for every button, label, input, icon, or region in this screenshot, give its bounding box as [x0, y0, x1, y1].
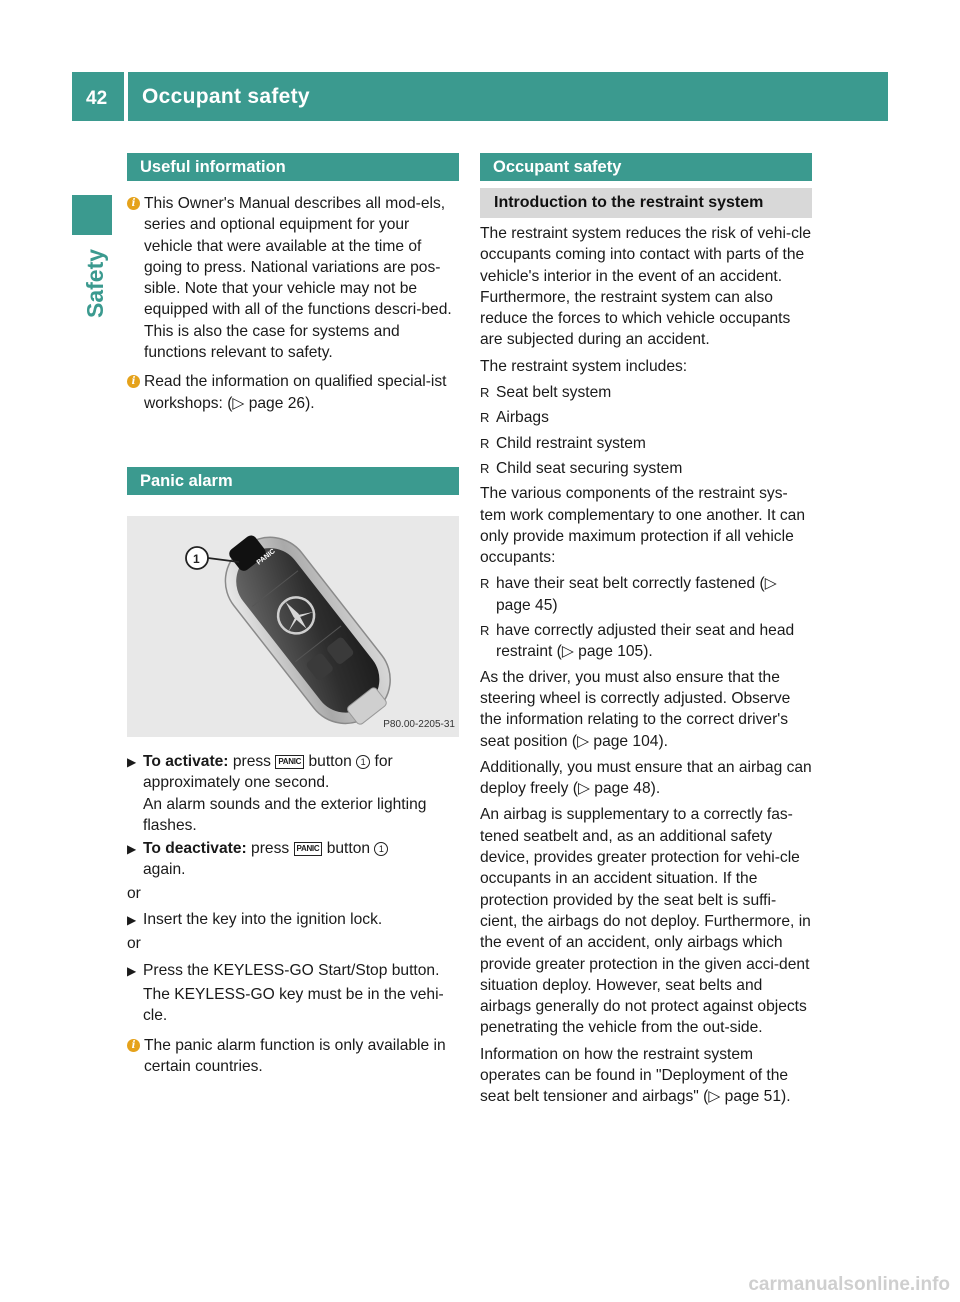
right-column — [480, 153, 812, 1113]
step-arrow-icon: ▶ — [127, 913, 137, 928]
list-item: R Child restraint system — [480, 434, 646, 452]
callout-1-icon: 1 — [356, 755, 370, 769]
site-watermark: carmanualsonline.info — [748, 1274, 950, 1295]
occupants-list — [480, 573, 812, 662]
callout-1-icon: 1 — [374, 842, 388, 856]
step-note: The KEYLESS-GO key must be in the vehi-cle. — [143, 985, 444, 1025]
useful-info-heading: Useful information — [127, 153, 459, 181]
list-item: R have their seat belt correctly fastened (▷ page 45) — [480, 575, 777, 614]
step-label: To deactivate: — [143, 840, 247, 858]
step-text: Insert the key into the ignition lock. — [143, 911, 383, 929]
body-paragraph: The restraint system includes: — [480, 357, 688, 375]
bullet-check-icon: R — [480, 623, 490, 639]
body-paragraph: Information on how the restraint system operates can be found in "Deployment of the seat belt tensioner and airbags" (▷ page 51). — [480, 1045, 791, 1106]
step-result: An alarm sounds and the exterior lighting flashes. — [143, 795, 427, 834]
restraint-intro-heading: Introduction to the restraint system — [480, 188, 812, 218]
figure-reference: P80.00-2205-31 — [383, 718, 455, 730]
step-text: again. — [143, 861, 186, 879]
panic-key-label: PANIC — [255, 547, 277, 567]
list-item: R Airbags — [480, 409, 549, 427]
left-column — [127, 153, 459, 1085]
panic-button-symbol: PANIC — [275, 755, 304, 769]
step-text: button — [308, 752, 352, 770]
callout-1-number: 1 — [193, 551, 200, 566]
side-section-label: Safety — [82, 248, 108, 318]
page-title: Occupant safety — [142, 85, 310, 108]
body-paragraph: The restraint system reduces the risk of vehi-cle occupants coming into contact with parts of the vehicle's interior in the event of an accident. Furthermore, the restraint system can also reduce the forces to which vehicle occupants are subjected during an accident. — [480, 225, 812, 349]
mercedes-key-illustration — [127, 516, 459, 737]
step-arrow-icon: ▶ — [127, 963, 137, 978]
list-item: R Child seat securing system — [480, 459, 683, 477]
info-icon: i — [127, 375, 140, 388]
includes-list — [480, 382, 812, 479]
page-number: 42 — [86, 88, 108, 109]
body-paragraph: As the driver, you must also ensure that the steering wheel is correctly adjusted. Observe the information relating to the correct driver's seat position (▷ page 104). — [480, 668, 791, 750]
key-figure — [127, 516, 459, 737]
page-header — [72, 72, 888, 121]
step-arrow-icon: ▶ — [127, 842, 137, 857]
bullet-check-icon: R — [480, 576, 490, 592]
info-icon: i — [127, 197, 140, 210]
instruction-step — [127, 751, 459, 836]
list-item: R have correctly adjusted their seat and head restraint (▷ page 105). — [480, 622, 795, 661]
info-text: The panic alarm function is only available in certain countries. — [144, 1036, 446, 1075]
info-note — [127, 371, 459, 414]
bullet-check-icon: R — [480, 435, 490, 451]
step-text: press — [232, 752, 271, 770]
info-icon: i — [127, 1039, 140, 1052]
info-text: This Owner's Manual describes all mod-els, series and optional equipment for your vehicle that were available at the time of going to press. National variations are pos-sible. Note that your vehicle may not be equipped with all of the functions descri-bed. This is also the case for systems and functions relevant to safety. — [144, 195, 452, 362]
side-tab-marker — [72, 195, 112, 235]
step-text: press — [251, 840, 290, 858]
bullet-check-icon: R — [480, 460, 490, 476]
body-paragraph: The various components of the restraint sys-tem work complementary to one another. It can only provide maximum protection if all vehicle occupants: — [480, 485, 806, 567]
step-text: button — [326, 840, 371, 858]
panic-button-symbol: PANIC — [294, 842, 323, 856]
step-label: To activate: — [143, 752, 229, 770]
panic-alarm-heading: Panic alarm — [127, 467, 459, 495]
body-paragraph: An airbag is supplementary to a correctly fas-tened seatbelt and, as an additional safety device, provides greater protection for vehi-cle occupants in an accident situation. If the protection provided by the seat belt is suffi-cient, the airbags do not deploy. Furthermore, in the event of an accident, only airbags which provide greater protection in the given acci-dent situation deploy. However, seat belts and airbags generally do not protect against objects penetrating the vehicle from the out-side. — [480, 806, 811, 1037]
occupant-safety-heading: Occupant safety — [480, 153, 812, 181]
info-text: Read the information on qualified special-ist workshops: (▷ page 26). — [144, 373, 447, 412]
list-item: R Seat belt system — [480, 384, 612, 402]
header-divider — [124, 72, 128, 121]
step-text: for approximately one second. — [143, 752, 393, 792]
instruction-step — [127, 909, 459, 931]
info-note — [127, 1035, 459, 1078]
step-arrow-icon: ▶ — [127, 754, 137, 769]
step-text: Press the KEYLESS-GO Start/Stop button. — [143, 961, 440, 979]
or-text: or — [127, 884, 141, 902]
bullet-check-icon: R — [480, 385, 490, 401]
instruction-step — [127, 960, 459, 982]
or-text: or — [127, 935, 141, 953]
body-paragraph: Additionally, you must ensure that an airbag can deploy freely (▷ page 48). — [480, 758, 812, 798]
instruction-step — [127, 838, 459, 881]
info-note — [127, 193, 459, 363]
bullet-check-icon: R — [480, 410, 490, 426]
